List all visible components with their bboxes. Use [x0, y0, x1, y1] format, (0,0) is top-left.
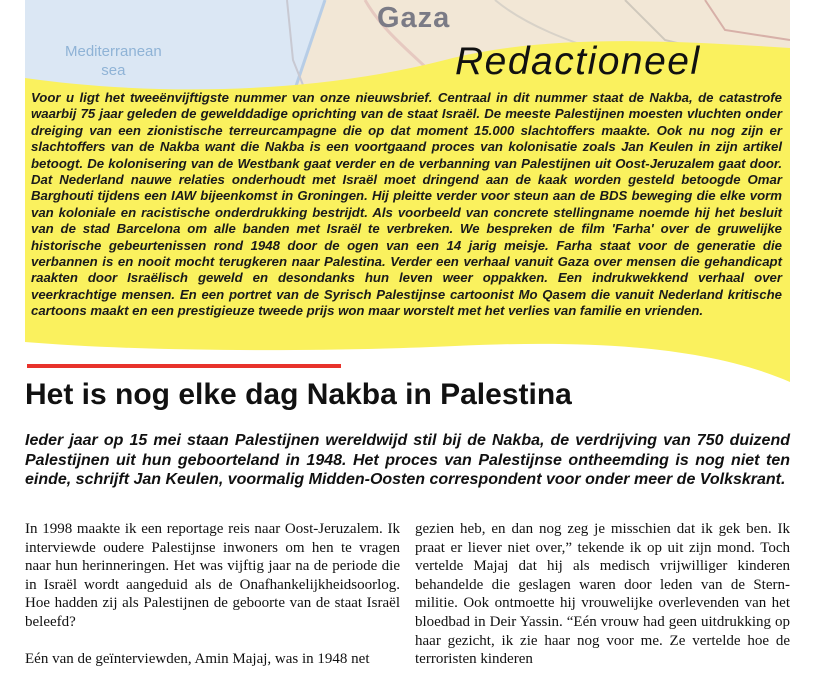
- article-paragraph: In 1998 maakte ik een reportage reis naar Oost-Jeruzalem. Ik interviewde oudere Palestijnse inwoners om hen te vragen naar hun herinneringen. Het was vijftig jaar na de periode die in Israël wordt aangeduid als de Onafhankelijkheidsoorlog. Hoe hadden zij als Palestijnen de geboorte van de staat Israël beleefd?: [25, 521, 400, 630]
- accent-rule: [27, 364, 341, 368]
- map-label-sea: [65, 42, 162, 80]
- map-label-sea-line2: sea: [101, 62, 126, 79]
- article-headline: Het is nog elke dag Nakba in Palestina: [25, 378, 572, 411]
- article-lead: Ieder jaar op 15 mei staan Palestijnen wereldwijd stil bij de Nakba, de verdrijving van 750 duizend Palestijnen uit hun geboorteland in 1948. Het proces van Palestijnse ontheemding is nog niet ten einde, schrijft Jan Keulen, voormalig Midden-Oosten correspondent voor onder meer de Volkskrant.: [25, 432, 790, 488]
- editorial-box: [25, 0, 790, 382]
- article-column-left: [25, 520, 400, 687]
- editorial-title: Redactioneel: [455, 40, 701, 83]
- article-paragraph: Eén van de geïnterviewden, Amin Majaj, was in 1948 net: [25, 651, 370, 668]
- article-paragraph: gezien heb, en dan nog zeg je misschien dat ik gek ben. Ik praat er liever niet over,” tekende ik op uit zijn mond. Toch vertelde Majaj dat hij als medisch vrijwilliger kinderen behandelde die geslagen waren door leden van de Stern-militie. Ook ontmoette hij vrouwelijke overlevenden van het bloedbad in Deir Yassin. “Eén vrouw had geen uitdrukking op haar gezicht, ik zie haar nog voor me. Ze vertelde hoe de terroristen kinderen: [415, 521, 790, 668]
- article-column-right: [415, 520, 790, 687]
- map-label-sea-line1: Mediterranean: [65, 43, 162, 60]
- map-label-gaza: Gaza: [377, 2, 451, 34]
- editorial-body: Voor u ligt het tweeënvijftigste nummer van onze nieuwsbrief. Centraal in dit nummer staat de Nakba, de catastrofe waarbij 75 jaar geleden de gewelddadige oprichting van de staat Israël. De meeste Palestijnen moesten vluchten onder dreiging van een zionistische terreurcampagne die op dat moment 15.000 slachtoffers maakte. Ook nu nog zijn er slachtoffers van de Nakba want die Nakba is een voortgaand proces van kolonisatie zoals Jan Keulen in zijn artikel betoogt. De kolonisering van de Westbank gaat verder en de verbanning van Palestijnen uit Oost-Jeruzalem gaat door. Dat Nederland nauwe relaties onderhoudt met Israël moet dringend aan de kaak worden gesteld betoogde Omar Barghouti tijdens een IAW bijeenkomst in Groningen. Hij pleitte verder voor steun aan de BDS beweging die elke vorm van koloniale en racistische onderdrukking bestrijdt. Als voorbeeld van concrete stellingname noemde hij het besluit van de stad Barcelona om alle banden met Israël te verbreken. We bespreken de film 'Farha' over de gruwelijke historische gebeurtenissen rond 1948 door de ogen van een 14 jarig meisje. Farha staat voor de generatie die verbannen is en nooit mocht terugkeren naar Palestina. Verder een verhaal vanuit Gaza over mensen die gehandicapt raakten door Israëlisch geweld en desondanks hun leven weer oppakken. Een indrukwekkend verhaal over veerkrachtige mensen. En een portret van de Syrisch Palestijnse cartoonist Mo Qasem die vanuit Nederland kritische cartoons maakt en een prestigieuze tweede prijs won maar worstelt met het verlies van familie en vrienden.: [31, 90, 782, 319]
